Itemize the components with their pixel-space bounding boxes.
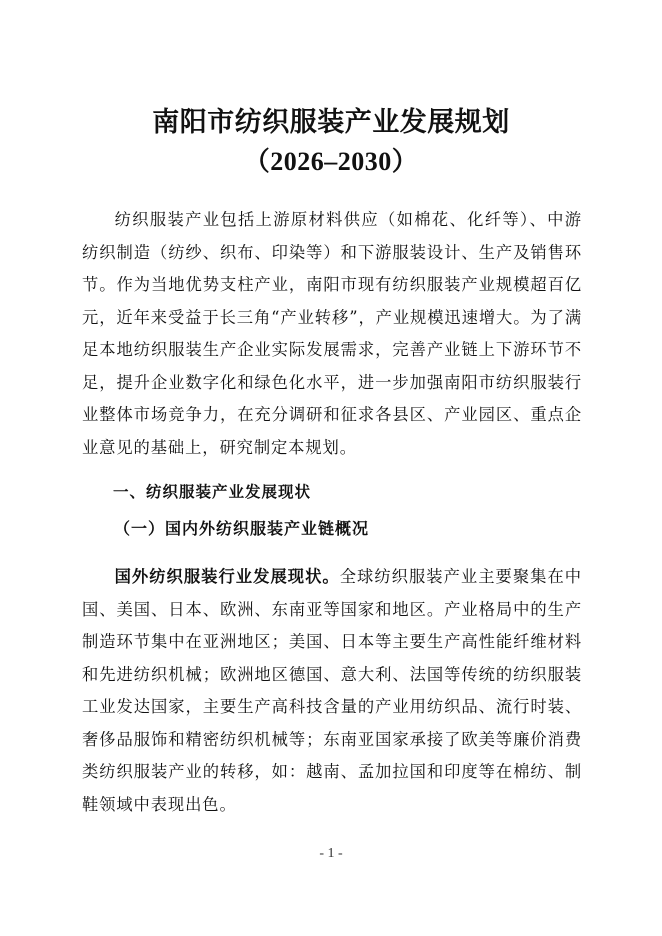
paragraph-lead: 国外纺织服装行业发展现状。 — [114, 567, 340, 586]
page-number: - 1 - — [319, 846, 343, 861]
subsection-heading: （一）国内外纺织服装产业链概况 — [114, 519, 370, 538]
document-subtitle: （2026–2030） — [243, 147, 419, 176]
paragraph-body: 全球纺织服装产业主要聚集在中国、美国、日本、欧洲、东南亚等国家和地区。产业格局中的生产制造环节集中在亚洲地区；美国、日本等主要生产高性能纤维材料和先进纺织机械；欧洲地区德国、意大利、法国等传统的纺织服装工业发达国家，主要生产高科技含量的产业用纺织品、流行时装、奢侈品服饰和精密纺织机械等；东南亚国家承接了欧美等廉价消费类纺织服装产业的转移，如：越南、孟加拉国和印度等在棉纺、制鞋领域中表现出色。 — [82, 567, 582, 814]
document-title: 南阳市纺织服装产业发展规划 — [152, 107, 510, 138]
intro-paragraph: 纺织服装产业包括上游原材料供应（如棉花、化纤等）、中游纺织制造（纺纱、织布、印染等）和下游服装设计、生产及销售环节。作为当地优势支柱产业，南阳市现有纺织服装产业规模超百亿元，近年来受益于长三角“产业转移”，产业规模迅速增大。为了满足本地纺织服装生产企业实际发展需求，完善产业链上下游环节不足，提升企业数字化和绿色化水平，进一步加强南阳市纺织服装行业整体市场竞争力，在充分调研和征求各县区、产业园区、重点企业意见的基础上，研究制定本规划。 — [82, 210, 582, 457]
body-paragraph — [82, 561, 582, 821]
section-heading: 一、纺织服装产业发展现状 — [113, 483, 312, 501]
